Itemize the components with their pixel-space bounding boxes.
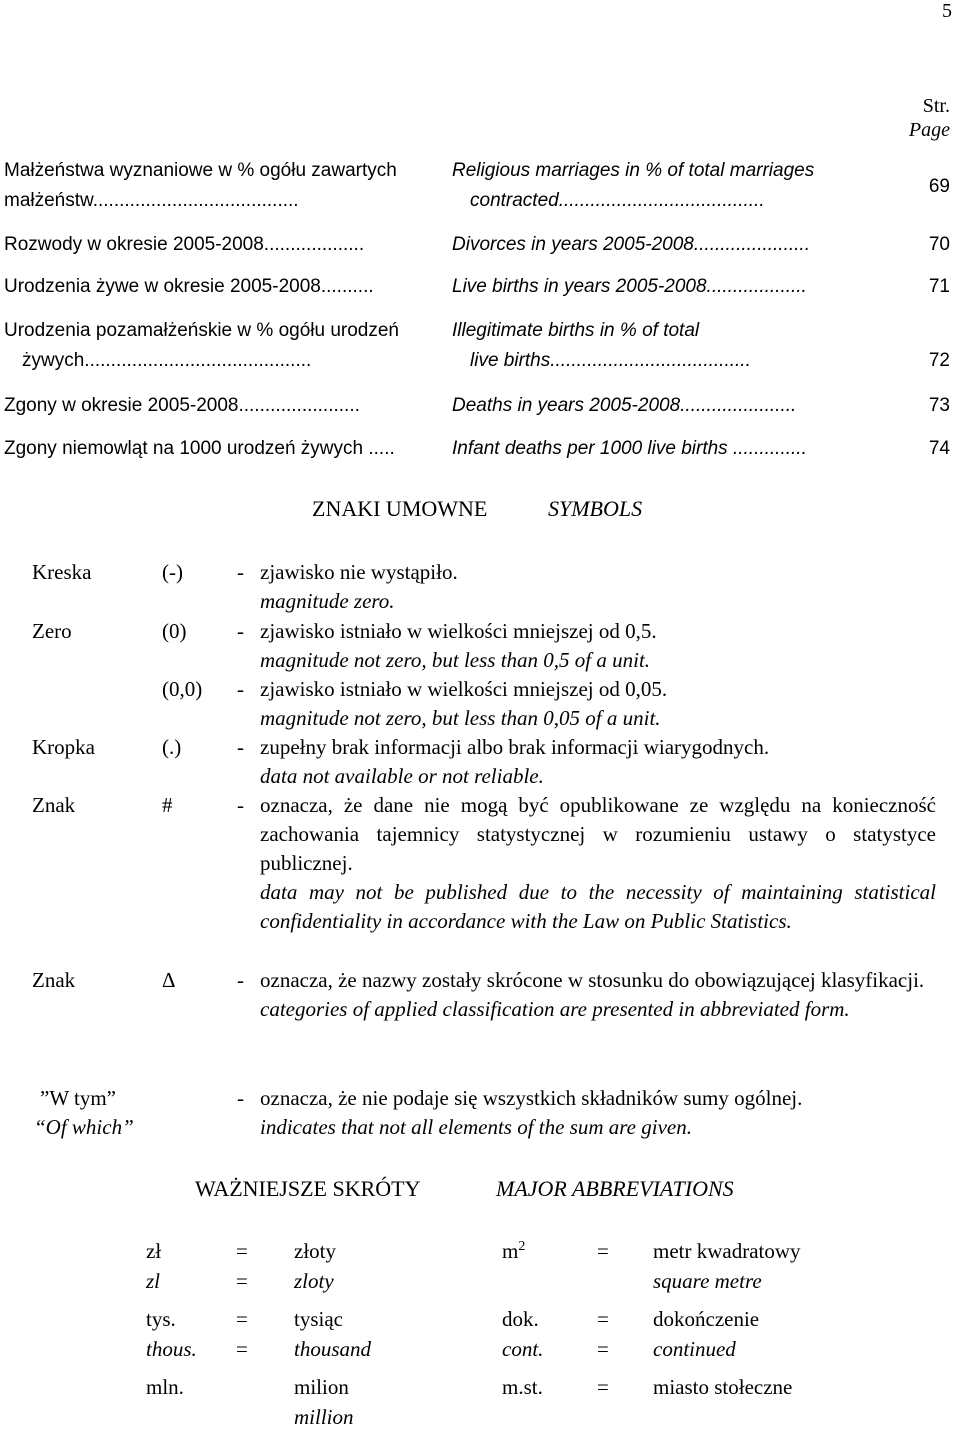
toc-page-number: 69	[928, 176, 950, 197]
symbol-description: zjawisko nie wystąpiło. magnitude zero.	[260, 560, 458, 613]
symbol-sign: (0,0)	[162, 677, 203, 701]
symbol-name: ”W tym”	[40, 1086, 117, 1110]
symbol-dash: -	[237, 968, 244, 992]
abbreviation-meaning: metr kwadratowy	[653, 1239, 801, 1263]
abbreviation-en: cont.	[502, 1337, 544, 1361]
equals-sign: =	[236, 1239, 248, 1263]
symbol-dash: -	[237, 619, 244, 643]
symbol-description: zjawisko istniało w wielkości mniejszej od 0,5. magnitude not zero, but less than 0,5 of a unit.	[260, 619, 657, 672]
toc-page-number: 73	[928, 395, 950, 416]
toc-entry-en: Deaths in years 2005-2008......................	[452, 395, 797, 416]
symbol-sign: #	[162, 793, 173, 817]
abbreviation-meaning: tysiąc	[294, 1307, 343, 1331]
equals-sign: =	[236, 1307, 248, 1331]
symbol-sign: (.)	[162, 735, 182, 759]
abbreviation-meaning: dokończenie	[653, 1307, 760, 1331]
symbols-heading-pl: ZNAKI UMOWNE	[312, 496, 488, 521]
toc-entry-en: Live births in years 2005-2008...................	[452, 276, 807, 297]
symbol-name-en: “Of which”	[34, 1115, 134, 1139]
symbol-description: zupełny brak informacji albo brak informacji wiarygodnych. data not available or not reliable.	[260, 735, 770, 788]
equals-sign: =	[597, 1375, 609, 1399]
equals-sign: =	[597, 1239, 609, 1263]
abbreviation-meaning-en: square metre	[653, 1269, 762, 1293]
abbreviation: $m^2$	[502, 1239, 526, 1263]
toc-page-number: 71	[928, 276, 950, 297]
toc-entry-pl: Urodzenia pozamałżeńskie w % ogółu urodzeń żywych...........................................	[4, 320, 400, 371]
equals-sign: =	[236, 1337, 248, 1361]
symbol-description: oznacza, że nie podaje się wszystkich składników sumy ogólnej. indicates that not all elements of the sum are given.	[260, 1086, 803, 1139]
symbols-heading-en: SYMBOLS	[548, 496, 643, 521]
page-label: Page	[908, 119, 950, 141]
symbol-dash: -	[237, 793, 244, 817]
toc-entry-pl: Małżeństwa wyznaniowe w % ogółu zawartych małżeństw.......................................	[4, 160, 397, 211]
toc-entry-pl: Urodzenia żywe w okresie 2005-2008..........	[4, 276, 374, 297]
symbol-name: Kropka	[32, 735, 95, 759]
page-column-header	[909, 94, 950, 142]
symbol-name: Znak	[32, 968, 76, 992]
toc-entry-en: Divorces in years 2005-2008......................	[452, 234, 810, 255]
toc-page-number: 70	[928, 234, 950, 255]
symbol-description: zjawisko istniało w wielkości mniejszej od 0,05. magnitude not zero, but less than 0,05 of a unit.	[260, 677, 668, 730]
abbreviation-meaning: miasto stołeczne	[653, 1375, 793, 1399]
equals-sign: =	[597, 1307, 609, 1331]
abbreviation: mln.	[146, 1375, 184, 1399]
abbreviation-meaning-en: continued	[653, 1337, 736, 1361]
abbreviation: tys.	[146, 1307, 176, 1331]
page-number: 5	[942, 0, 952, 22]
toc-page-number: 72	[928, 350, 950, 371]
abbreviations-heading-en: MAJOR ABBREVIATIONS	[496, 1176, 734, 1201]
abbreviation-meaning: milion	[294, 1375, 349, 1399]
toc-entry-pl: Rozwody w okresie 2005-2008...................	[4, 234, 365, 255]
equals-sign: =	[236, 1269, 248, 1293]
abbreviation-en: thous.	[146, 1337, 197, 1361]
equals-sign: =	[597, 1337, 609, 1361]
abbreviation: m.st.	[502, 1375, 543, 1399]
toc-entry-pl: Zgony niemowląt na 1000 urodzeń żywych .....	[4, 438, 395, 459]
abbreviation: zł	[146, 1239, 162, 1263]
toc-entry-en: Infant deaths per 1000 live births ..............	[452, 438, 807, 459]
abbreviation-meaning-en: million	[294, 1405, 354, 1429]
toc-entry-en: Religious marriages in % of total marriages contracted.......................................	[452, 160, 815, 211]
symbol-name: Zero	[32, 619, 72, 643]
symbol-name: Znak	[32, 793, 76, 817]
toc-entry-en: Illegitimate births in % of total live births......................................	[452, 320, 751, 371]
abbreviation-meaning-en: zloty	[294, 1269, 334, 1293]
abbreviation: dok.	[502, 1307, 539, 1331]
symbol-sign: Δ	[162, 968, 176, 992]
symbol-dash: -	[237, 735, 244, 759]
toc-entry-pl: Zgony w okresie 2005-2008.......................	[4, 395, 360, 416]
abbreviation-meaning-en: thousand	[294, 1337, 372, 1361]
symbol-description: oznacza, że dane nie mogą być opublikowane ze względu na konieczność zachowania tajemnicy statystycznej w rozumieniu ustawy o statystyce publicznej. data may not be published due to the necessity of maintaining statistical confidentiality in accordance with the Law on Public Statistics.	[260, 793, 936, 933]
symbol-dash: -	[237, 560, 244, 584]
toc-page-number: 74	[928, 438, 950, 459]
abbreviation-meaning: złoty	[294, 1239, 336, 1263]
symbol-sign: (0)	[162, 619, 187, 643]
str-label: Str.	[922, 95, 950, 117]
abbreviations-heading-pl: WAŻNIEJSZE SKRÓTY	[195, 1176, 421, 1201]
abbreviation-en: zl	[146, 1269, 161, 1293]
symbol-name: Kreska	[32, 560, 92, 584]
symbol-dash: -	[237, 677, 244, 701]
symbol-description: oznacza, że nazwy zostały skrócone w stosunku do obowiązującej klasyfikacji. categories of applied classification are presented in abbreviated form.	[260, 968, 925, 1021]
symbol-dash: -	[237, 1086, 244, 1110]
symbol-sign: (-)	[162, 560, 183, 584]
